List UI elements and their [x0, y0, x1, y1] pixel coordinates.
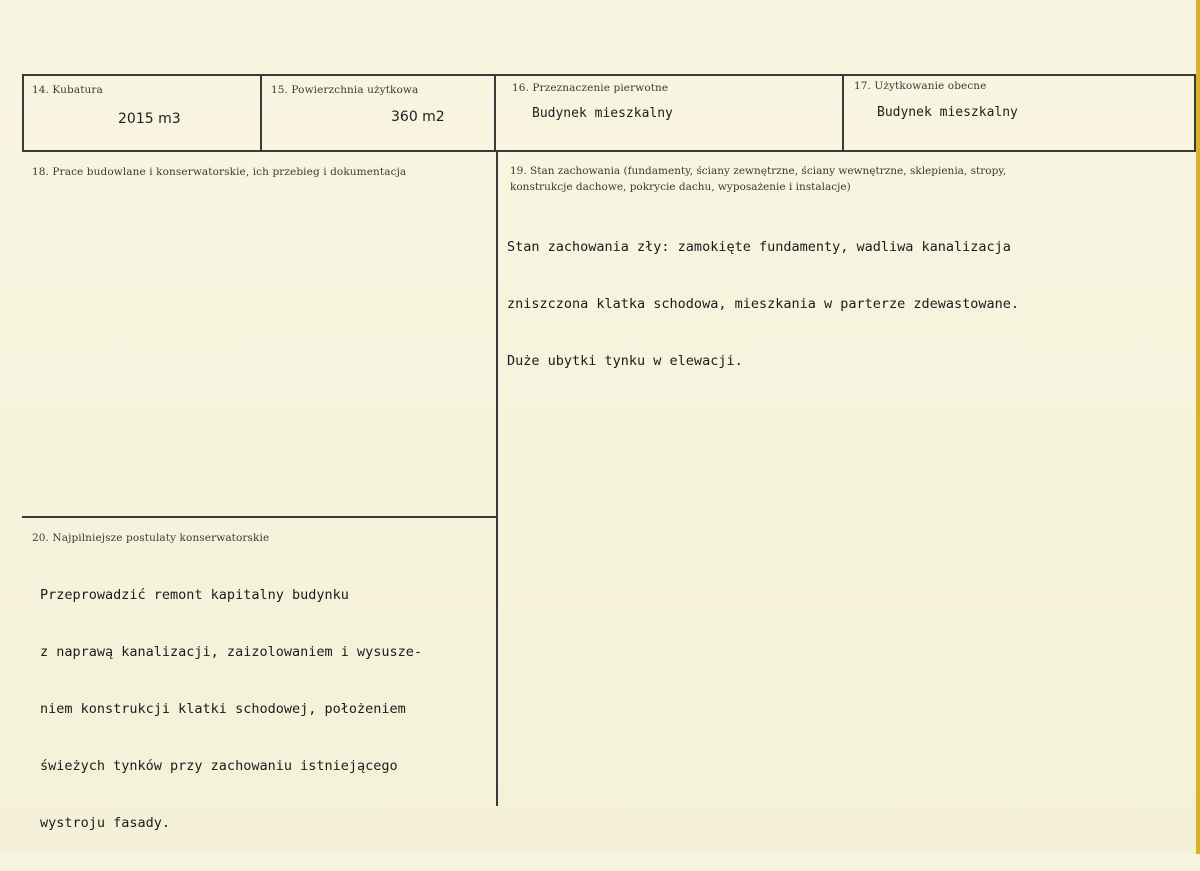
field-20-text-line-5: wystroju fasady.	[40, 815, 171, 831]
field-14-value: 2015 m3	[118, 111, 181, 127]
field-20-text-line-1: Przeprowadzić remont kapitalny budynku	[40, 587, 349, 603]
field-15-value: 360 m2	[391, 109, 445, 125]
field-17-value: Budynek mieszkalny	[877, 105, 1018, 120]
field-16-value: Budynek mieszkalny	[532, 106, 673, 121]
field-20-text-line-2: z naprawą kanalizacji, zaizolowaniem i wysusze-	[40, 644, 423, 660]
field-19-label-line-1: 19. Stan zachowania (fundamenty, ściany zewnętrzne, ściany wewnętrzne, sklepienia, stropy,	[510, 165, 1007, 177]
card-edge	[1196, 0, 1200, 854]
divider-15-16	[494, 74, 496, 152]
field-15-label: 15. Powierzchnia użytkowa	[271, 84, 419, 96]
field-19-label	[510, 163, 1090, 195]
field-20-label: 20. Najpilniejsze postulaty konserwatorskie	[32, 532, 270, 544]
field-19-text-line-2: zniszczona klatka schodowa, mieszkania w parterze zdewastowane.	[507, 296, 1020, 312]
field-18-label: 18. Prace budowlane i konserwatorskie, ich przebieg i dokumentacja	[32, 166, 407, 178]
field-19-text	[507, 200, 1019, 409]
divider-14-15	[260, 74, 262, 152]
field-17-label: 17. Użytkowanie obecne	[854, 80, 987, 92]
field-20-text-line-4: świeżych tynków przy zachowaniu istniejącego	[40, 758, 398, 774]
section18-bottom-rule	[22, 516, 496, 518]
field-19-text-line-1: Stan zachowania zły: zamokięte fundamenty, wadliwa kanalizacja	[507, 239, 1011, 255]
field-16-label: 16. Przeznaczenie pierwotne	[512, 82, 669, 94]
field-19-label-line-2: konstrukcje dachowe, pokrycie dachu, wyposażenie i instalacje)	[510, 181, 851, 193]
divider-16-17	[842, 74, 844, 152]
top-rule	[22, 74, 1196, 76]
left-border	[22, 74, 24, 152]
field-14-label: 14. Kubatura	[32, 84, 103, 96]
main-vertical-divider	[496, 150, 498, 806]
field-20-text	[40, 548, 422, 871]
field-20-text-line-3: niem konstrukcji klatki schodowej, położeniem	[40, 701, 406, 717]
field-19-text-line-3: Duże ubytki tynku w elewacji.	[507, 353, 743, 369]
row1-bottom-rule	[22, 150, 1196, 152]
